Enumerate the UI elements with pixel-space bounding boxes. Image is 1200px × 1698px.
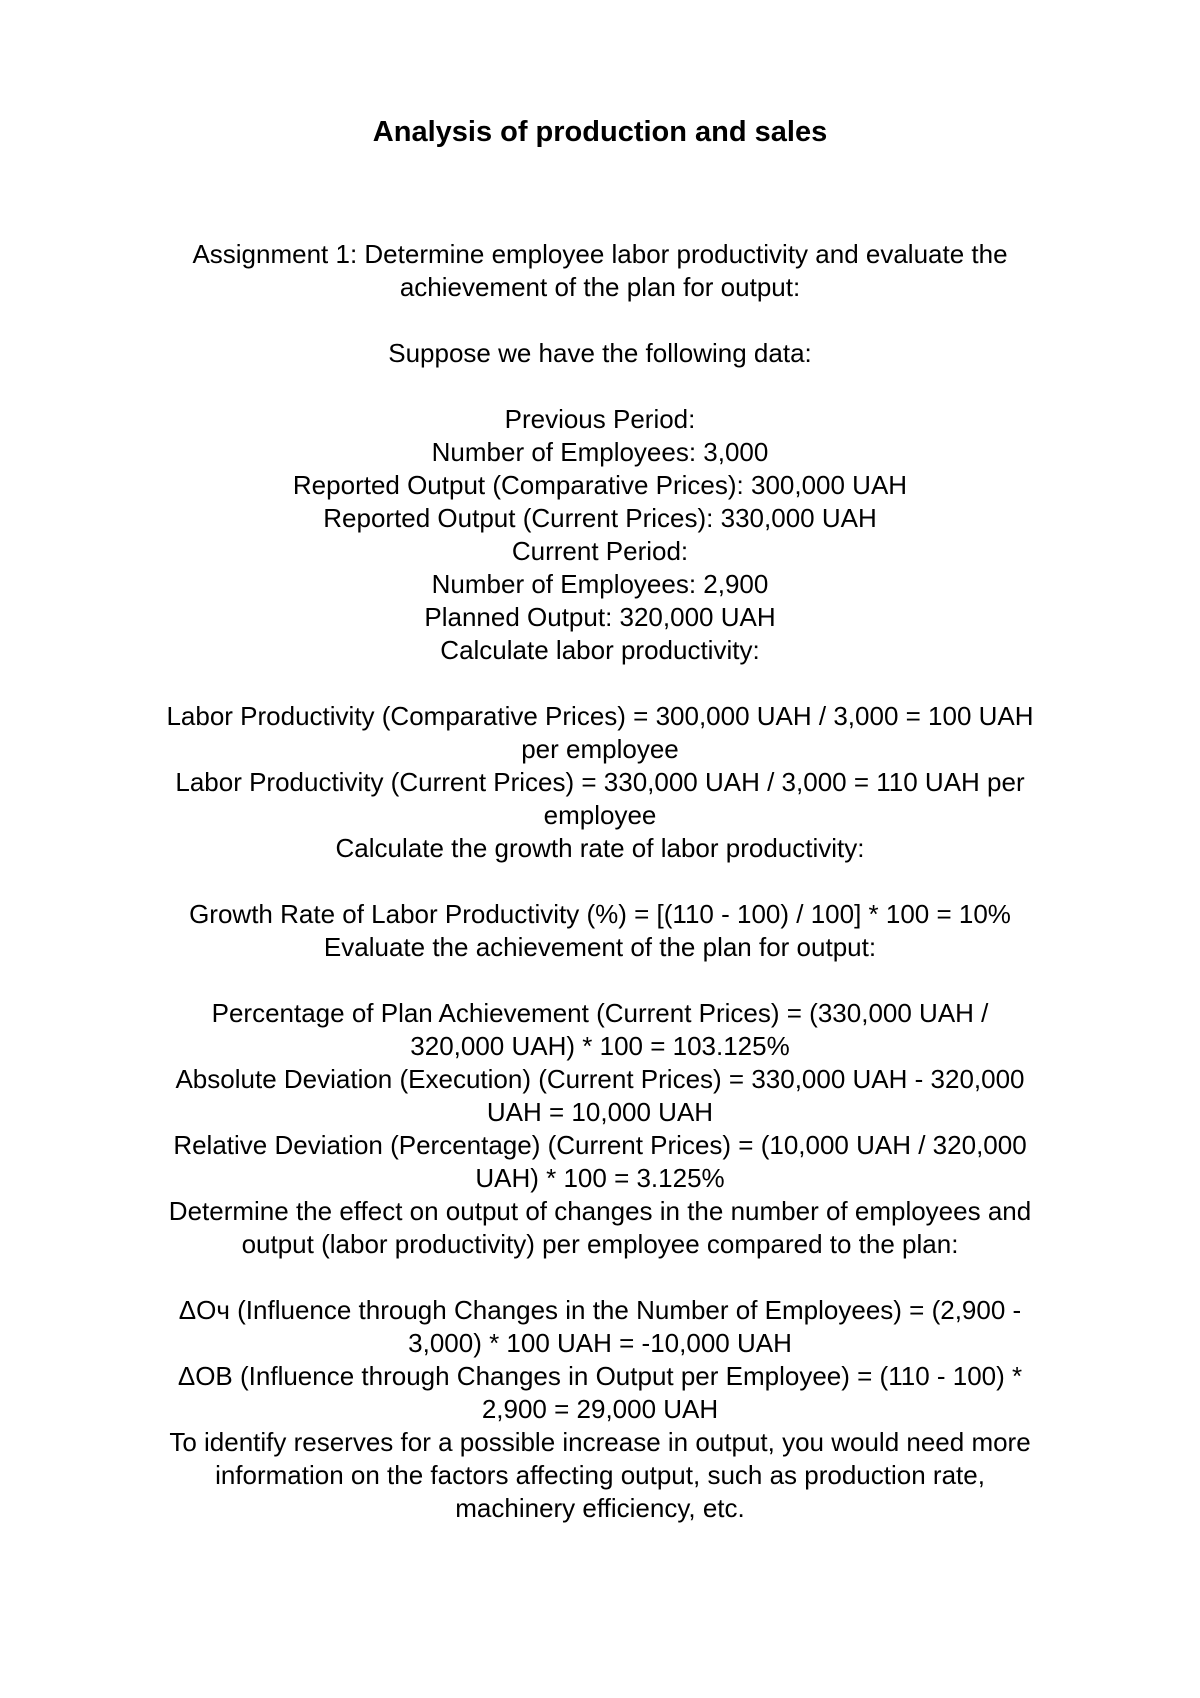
text-line: Previous Period: <box>504 404 696 434</box>
text-line: ΔОВ (Influence through Changes in Output per Employee) = (110 - 100) * <box>177 1361 1023 1391</box>
text-line: UAH) * 100 = 3.125% <box>475 1163 725 1193</box>
text-line: Relative Deviation (Percentage) (Current Prices) = (10,000 UAH / 320,000 <box>173 1130 1027 1160</box>
text-line: achievement of the plan for output: <box>399 272 801 302</box>
text-line: Reported Output (Comparative Prices): 300,000 UAH <box>292 470 908 500</box>
text-line: employee <box>543 800 657 830</box>
text-line: Calculate the growth rate of labor productivity: <box>335 833 865 863</box>
text-line: Number of Employees: 3,000 <box>431 437 769 467</box>
text-line: ΔОч (Influence through Changes in the Number of Employees) = (2,900 - <box>178 1295 1022 1325</box>
text-line: information on the factors affecting output, such as production rate, <box>215 1460 985 1490</box>
text-line: per employee <box>521 734 679 764</box>
text-line: Current Period: <box>511 536 689 566</box>
text-line: Reported Output (Current Prices): 330,000 UAH <box>323 503 877 533</box>
text-line: Determine the effect on output of changes in the number of employees and <box>168 1196 1032 1226</box>
text-line: Labor Productivity (Comparative Prices) = 300,000 UAH / 3,000 = 100 UAH <box>166 701 1034 731</box>
text-line: 2,900 = 29,000 UAH <box>481 1394 719 1424</box>
text-line: 320,000 UAH) * 100 = 103.125% <box>410 1031 790 1061</box>
text-line: To identify reserves for a possible increase in output, you would need more <box>169 1427 1031 1457</box>
text-line: Assignment 1: Determine employee labor productivity and evaluate the <box>192 239 1008 269</box>
document-title: Analysis of production and sales <box>372 116 828 148</box>
text-line: Evaluate the achievement of the plan for output: <box>323 932 877 962</box>
text-line: machinery efficiency, etc. <box>455 1493 745 1523</box>
text-line: Percentage of Plan Achievement (Current Prices) = (330,000 UAH / <box>211 998 989 1028</box>
text-line: Labor Productivity (Current Prices) = 330,000 UAH / 3,000 = 110 UAH per <box>175 767 1025 797</box>
text-line: output (labor productivity) per employee compared to the plan: <box>241 1229 959 1259</box>
text-line: Growth Rate of Labor Productivity (%) = [(110 - 100) / 100] * 100 = 10% <box>189 899 1011 929</box>
text-line: Absolute Deviation (Execution) (Current Prices) = 330,000 UAH - 320,000 <box>175 1064 1025 1094</box>
text-line: Suppose we have the following data: <box>388 338 812 368</box>
text-line: Planned Output: 320,000 UAH <box>424 602 776 632</box>
text-line: UAH = 10,000 UAH <box>486 1097 714 1127</box>
text-line: Calculate labor productivity: <box>440 635 760 665</box>
text-line: Number of Employees: 2,900 <box>431 569 769 599</box>
text-line: 3,000) * 100 UAH = -10,000 UAH <box>408 1328 792 1358</box>
